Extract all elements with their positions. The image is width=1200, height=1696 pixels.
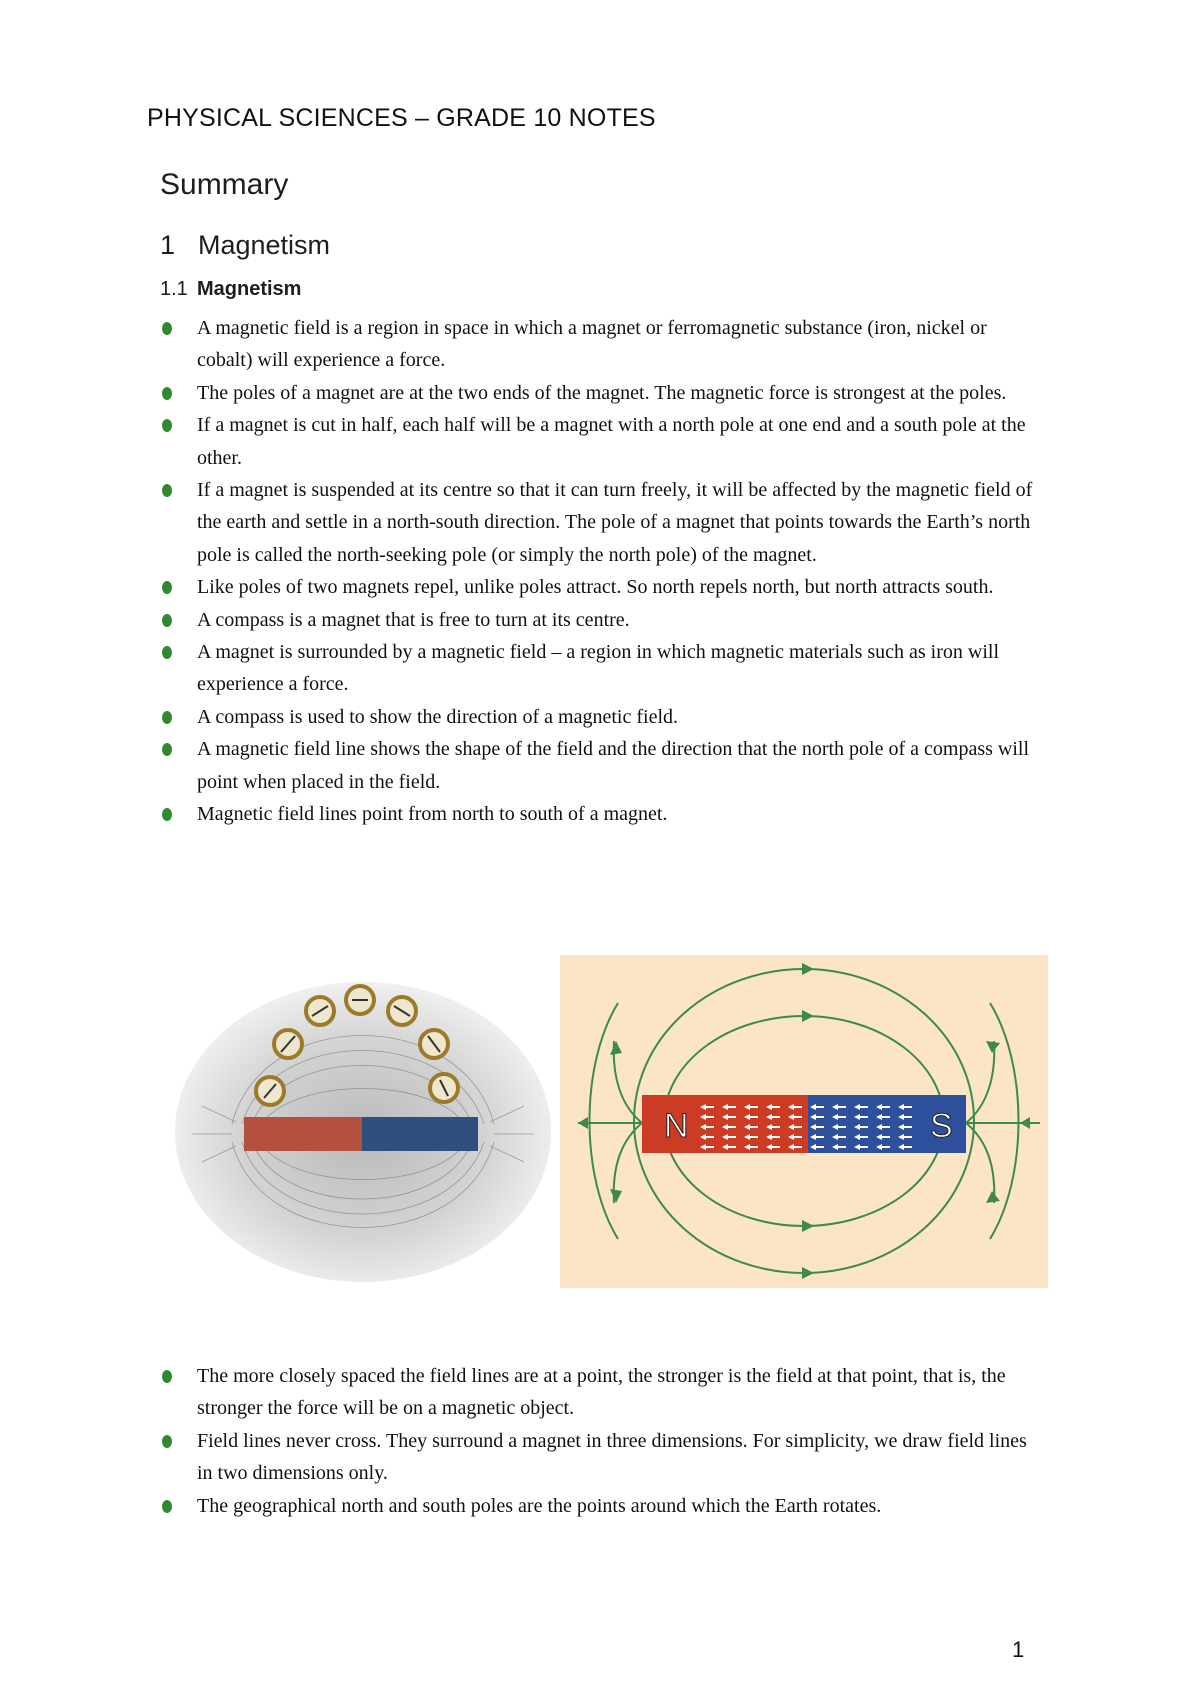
section-number: 1 <box>160 230 176 260</box>
bullet-item <box>160 798 1040 830</box>
summary-heading: Summary <box>160 168 289 201</box>
bullet-icon <box>162 419 172 432</box>
bullet-text: If a magnet is suspended at its centre so that it can turn freely, it will be affected by the magnetic field of the earth and settle in a north-south direction. The pole of a magnet that points towards the Earth’s north pole is called the north-seeking pole (or simply the north pole) of the magnet. <box>197 479 1033 566</box>
bar-magnet-field-diagram <box>560 955 1048 1288</box>
bullet-item <box>160 733 1040 798</box>
bullet-item <box>160 636 1040 701</box>
bullet-text: Magnetic field lines point from north to south of a magnet. <box>197 803 668 826</box>
bullet-text: A compass is used to show the direction of a magnetic field. <box>197 705 679 728</box>
magnet-north-half <box>244 1117 362 1151</box>
bullet-icon <box>162 322 172 335</box>
north-label: N <box>664 1107 689 1145</box>
bullet-item <box>160 377 1040 409</box>
magnet-south-half <box>362 1117 478 1151</box>
iron-filings-photo <box>172 956 554 1286</box>
subsection-title: Magnetism <box>197 278 302 300</box>
bullet-item <box>160 312 1040 377</box>
bullet-text: A magnetic field line shows the shape of the field and the direction that the north pole of a compass will point when placed in the field. <box>197 738 1030 793</box>
bullet-text: Field lines never cross. They surround a magnet in three dimensions. For simplicity, we draw field lines in two dimensions only. <box>197 1429 1027 1485</box>
bullet-list-continued <box>160 1360 1040 1522</box>
bullet-item <box>160 1360 1040 1425</box>
bullet-item <box>160 604 1040 636</box>
bullet-item <box>160 409 1040 474</box>
bullet-item <box>160 1490 1040 1522</box>
page-number: 1 <box>1012 1637 1025 1662</box>
bullet-text: Like poles of two magnets repel, unlike poles attract. So north repels north, but north attracts south. <box>197 576 994 599</box>
bullet-text: If a magnet is cut in half, each half will be a magnet with a north pole at one end and a south pole at the other. <box>197 414 1026 469</box>
bullet-item <box>160 571 1040 603</box>
bullet-list-main <box>160 312 1040 831</box>
bullet-text: A compass is a magnet that is free to turn at its centre. <box>197 608 630 631</box>
section-heading <box>160 230 330 261</box>
bullet-text: The poles of a magnet are at the two ends of the magnet. The magnetic force is strongest at the poles. <box>197 381 1007 404</box>
bullet-icon <box>162 808 172 821</box>
subsection-number: 1.1 <box>160 278 188 300</box>
bullet-icon <box>162 743 172 756</box>
bullet-item <box>160 474 1040 571</box>
subsection-heading <box>160 278 301 301</box>
bullet-text: The more closely spaced the field lines are at a point, the stronger is the field at that point, that is, the stronger the force will be on a magnetic object. <box>197 1365 1006 1420</box>
section-title: Magnetism <box>198 230 331 260</box>
south-label: S <box>930 1107 953 1145</box>
bullet-icon <box>162 646 172 659</box>
bullet-icon <box>162 581 172 594</box>
bullet-icon <box>162 1435 172 1448</box>
bullet-icon <box>162 484 172 497</box>
bullet-text: A magnetic field is a region in space in which a magnet or ferromagnetic substance (iron, nickel or cobalt) will experience a force. <box>197 317 987 372</box>
bullet-item <box>160 701 1040 733</box>
bullet-text: The geographical north and south poles are the points around which the Earth rotates. <box>197 1494 882 1517</box>
document-title: PHYSICAL SCIENCES – GRADE 10 NOTES <box>147 104 656 132</box>
bullet-icon <box>162 1370 172 1383</box>
bullet-icon <box>162 711 172 724</box>
bullet-icon <box>162 614 172 627</box>
bullet-text: A magnet is surrounded by a magnetic field – a region in which magnetic materials such as iron will experience a force. <box>197 641 1000 696</box>
bullet-item <box>160 1425 1040 1490</box>
bullet-icon <box>162 1500 172 1513</box>
bullet-icon <box>162 387 172 400</box>
